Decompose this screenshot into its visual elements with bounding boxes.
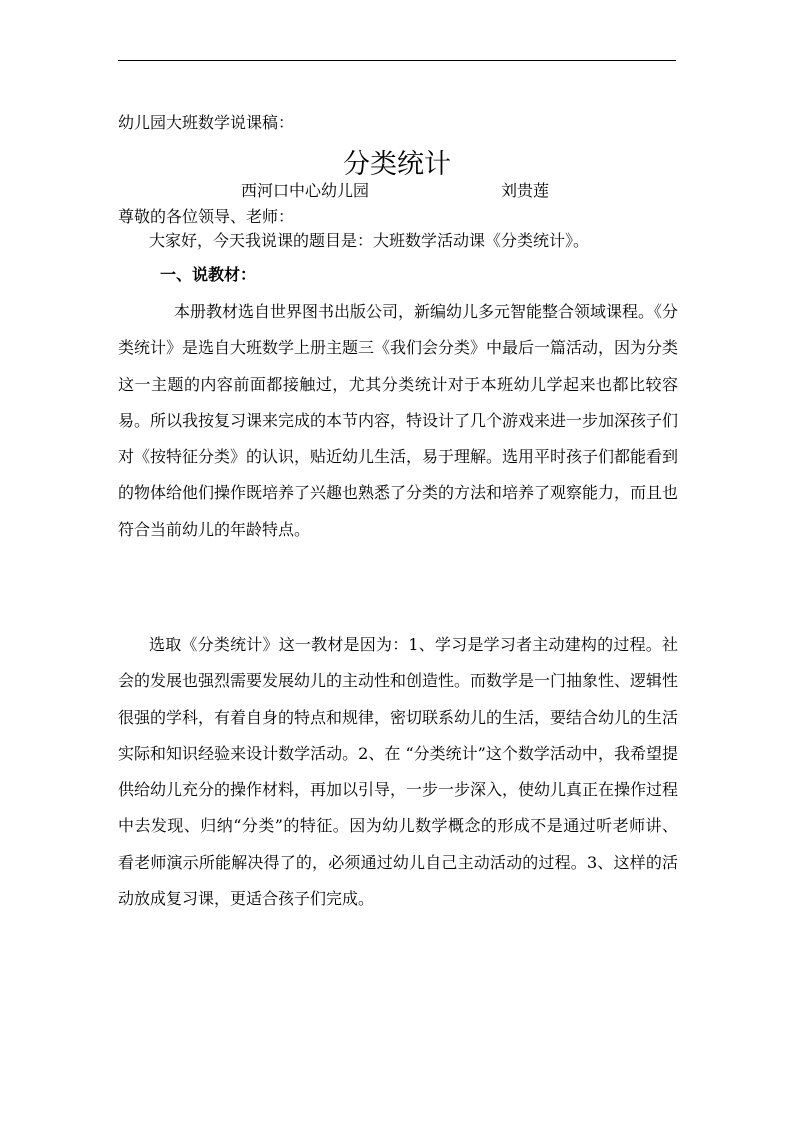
paragraph-2: 选取《分类统计》这一教材是因为：1、学习是学习者主动建构的过程。社会的发展也强烈需要发展幼儿的主动性和创造性。而数学是一门抽象性、逻辑性很强的学科，有着自身的特点和规律，密切联系幼儿的生活，要结合幼儿的生活实际和知识经验来设计数学活动。2、在 “分类统计”这个数学活动中，我希望提供给幼儿充分的操作材料，再加以引导，一步一步深入，使幼儿真正在操作过程中去发现、归纳“分类”的特征。因为幼儿数学概念的形成不是通过听老师讲、看老师演示所能解决得了的，必须通过幼儿自己主动活动的过程。3、这样的活动放成复习课，更适合孩子们完成。 — [118, 635, 679, 909]
section-heading: 一、说教材： — [160, 265, 257, 284]
school-name: 西河口中心幼儿园 — [241, 181, 370, 200]
author-name: 刘贵莲 — [501, 181, 550, 200]
paragraph-1: 本册教材选自世界图书出版公司，新编幼儿多元智能整合领域课程。《分类统计》是选自大班数学上册主题三《我们会分类》中最后一篇活动，因为分类这一主题的内容前面都接触过，尤其分类统计对于本班幼儿学起来也都比较容易。所以我按复习课来完成的本节内容，特设计了几个游戏来进一步加深孩子们对《按特征分类》的认识，贴近幼儿生活，易于理解。选用平时孩子们都能看到的物体给他们操作既培养了兴趣也熟悉了分类的方法和培养了观察能力，而且也符合当前幼儿的年龄特点。 — [118, 302, 679, 539]
greeting: 尊敬的各位领导、老师： — [118, 207, 295, 226]
intro-line: 大家好，今天我说课的题目是：大班数学活动课《分类统计》。 — [149, 231, 590, 250]
header-rule — [118, 60, 676, 61]
document-title: 分类统计 — [343, 149, 451, 180]
pre-title: 幼儿园大班数学说课稿： — [118, 113, 295, 132]
